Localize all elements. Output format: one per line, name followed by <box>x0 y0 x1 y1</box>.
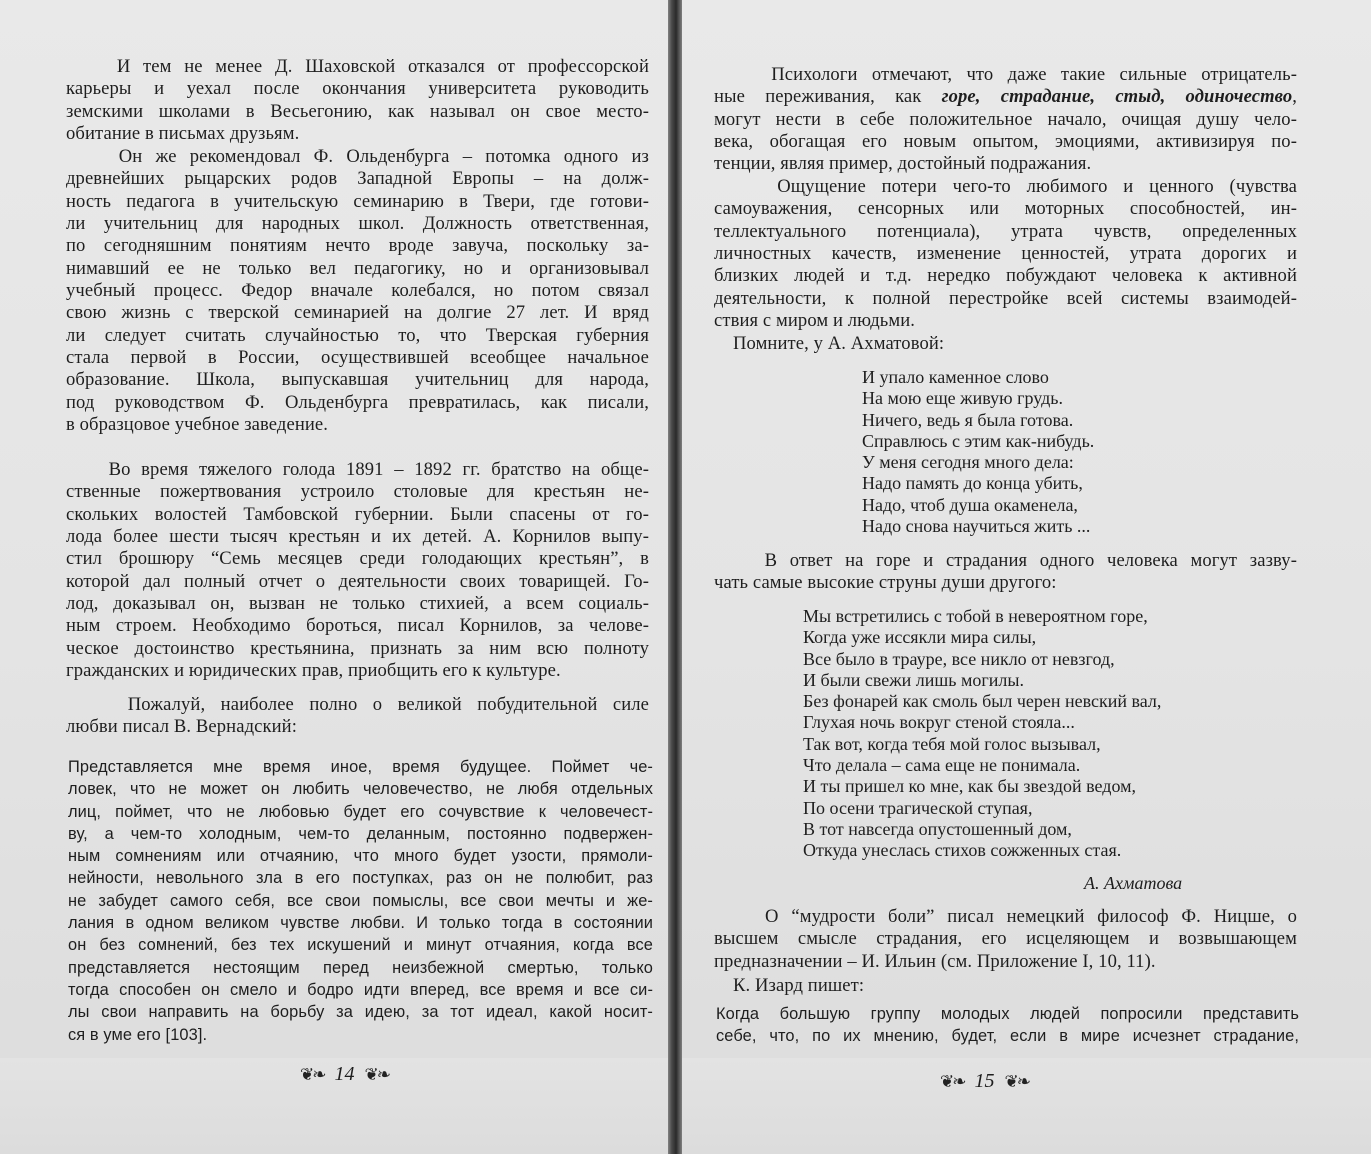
text-line: О “мудрости боли” писал немецкий философ Ф. Ницше, о <box>714 906 1297 927</box>
text-line: в образцовое учебное заведение. <box>66 414 329 436</box>
text-line: не забудет самого себя, все свои помыслы, все свои мечты и же- <box>68 891 653 910</box>
left-paragraph-2 <box>66 146 649 436</box>
text-line: тенции, являя пример, достойный подражания. <box>714 153 1092 175</box>
text-line: Надо снова научиться жить ... <box>862 516 1091 537</box>
left-paragraph-3 <box>66 459 649 682</box>
text-line: ственные пожертвования устроило столовые для крестьян не- <box>66 481 649 503</box>
text-line: ные переживания, как горе, страдание, стыд, одиночество, <box>714 86 1297 108</box>
text-line: лода более шести тысяч крестьян и их детей. А. Корнилов выпу- <box>66 526 649 548</box>
text-line: карьеры и уехал после окончания университета руководить <box>66 78 649 100</box>
text-line: лод, доказывал он, вызван не только стихией, а всем социаль- <box>66 593 649 615</box>
text-line: деятельности, к полной перестройке всей системы взаимодей- <box>714 287 1297 309</box>
text-line: учебный процесс. Федор вначале колебался, но потом связал <box>66 280 649 302</box>
text-line: Помните, у А. Ахматовой: <box>714 333 945 354</box>
text-line: ность педагога в учительскую семинарию в Твери, где готови- <box>66 190 649 212</box>
right-paragraph-3 <box>714 333 1297 355</box>
text-line: Надо, чтоб душа окаменела, <box>862 494 1078 515</box>
text-line: ли учительниц для народных школ. Должность ответственная, <box>66 213 649 235</box>
text-line: И были свежи лишь могилы. <box>803 669 1024 690</box>
text-line: близких людей и т.д. нередко побуждают человека к активной <box>714 265 1297 287</box>
text-line: лы свои направить на борьбу за идею, за тот идеал, какой носит- <box>68 1003 653 1022</box>
text-line: Ощущение потери чего-то любимого и ценного (чувства <box>714 176 1297 197</box>
text-line: К. Изард пишет: <box>714 975 865 996</box>
text-line: ствия с миром и людьми. <box>714 310 916 332</box>
text-line: ным строем. Необходимо бороться, писал Корнилов, за челове- <box>66 615 649 637</box>
text-line: которой дал полный отчет о деятельности своих товарищей. Го- <box>66 570 649 592</box>
text-line: свою жизнь с тверской семинарией на долгие 27 лет. И вряд <box>66 302 649 324</box>
text-line: могут нести в себе положительное начало, очищая душу чело- <box>714 108 1297 130</box>
text-line: Справлюсь с этим как-нибудь. <box>862 430 1095 451</box>
left-paragraph-4 <box>66 694 649 739</box>
text-line: нимавший ее не только вел педагогику, но и организовывал <box>66 257 649 279</box>
text-line: Когда уже иссякли мира силы, <box>803 627 1037 648</box>
text-line: ным сомнениям или отчаянию, что много будет узости, прямоли- <box>68 847 653 866</box>
text-line: под руководством Ф. Ольденбурга превратилась, как писали, <box>66 391 649 413</box>
text-line: И ты пришел ко мне, как бы звездой ведом, <box>803 776 1136 797</box>
text-line: Откуда унеслась стихов сожженных стая. <box>803 840 1122 861</box>
text-line: он без сомнений, без тех искушений и минут отчаяния, когда все <box>68 936 653 955</box>
text-line: Все было в трауре, все никло от невзгод, <box>803 648 1115 669</box>
text-line: высшем смысле страдания, его исцеляющем и возвышающем <box>714 928 1297 950</box>
text-line: По осени трагической ступая, <box>803 797 1033 818</box>
text-fragment: ные переживания, как <box>714 86 942 108</box>
left-page <box>0 0 668 1154</box>
right-paragraph-2 <box>714 176 1297 332</box>
text-line: ся в уме его [103]. <box>68 1025 208 1044</box>
text-line: чать самые высокие струны души другого: <box>714 572 1057 594</box>
vernadsky-quote <box>68 756 653 1046</box>
right-paragraph-6 <box>714 975 1297 997</box>
text-line: себе, что, по их мнению, будет, если в мире исчезнет страдание, <box>716 1027 1299 1046</box>
left-folio <box>300 1063 389 1086</box>
text-line: личностных качеств, изменение ценностей, утрата дорогих и <box>714 243 1297 265</box>
text-line: лания в одном великом чувстве любви. И только тогда в состоянии <box>68 914 653 933</box>
page-number: 15 <box>974 1070 995 1092</box>
text-line: лиц, поймет, что не любовью будет его сочувствие к человечест- <box>68 802 653 821</box>
text-line: Ничего, ведь я была готова. <box>862 409 1074 430</box>
text-line: Представляется мне время иное, время будущее. Поймет че- <box>68 758 653 776</box>
page-number: 14 <box>334 1063 355 1085</box>
ornament-left-icon: ❦❧ <box>300 1064 325 1085</box>
izard-quote <box>716 1003 1299 1048</box>
text-line: древнейших рыцарских родов Западной Европы – на долж- <box>66 168 649 190</box>
text-line: скольких волостей Тамбовской губернии. Были спасены от го- <box>66 503 649 525</box>
text-line: по сегодняшним понятиям нечто вроде завуча, поскольку за- <box>66 235 649 257</box>
text-line: гражданских и юридических прав, приобщить его к культуре. <box>66 660 561 682</box>
emphasis-text: горе, страдание, стыд, одиночество <box>941 86 1293 108</box>
ornament-left-icon: ❦❧ <box>940 1071 965 1092</box>
text-line: ческое достоинство крестьянина, признать за ним всю полноту <box>66 637 649 659</box>
right-paragraph-1 <box>714 64 1297 176</box>
text-line: Надо память до конца убить, <box>862 473 1083 494</box>
right-folio <box>940 1070 1029 1093</box>
text-line: Психологи отмечают, что даже такие сильные отрицатель- <box>714 64 1297 85</box>
text-line: образование. Школа, выпускавшая учительниц для народа, <box>66 369 649 391</box>
text-line: нейности, невольного зла в его поступках, раз он не полюбит, раз <box>68 869 653 888</box>
text-line: стил брошюру “Семь месяцев среди голодающих крестьян”, в <box>66 548 649 570</box>
text-line: земскими школами в Весьегонию, как называл он свое место- <box>66 100 649 122</box>
text-line: теллектуального потенциала), утрата чувств, определенных <box>714 220 1297 242</box>
text-line: Глухая ночь вокруг стеной стояла... <box>803 712 1075 733</box>
text-line: На мою еще живую грудь. <box>862 388 1063 409</box>
text-line: У меня сегодня много дела: <box>862 452 1074 473</box>
text-line: В тот навсегда опустошенный дом, <box>803 818 1072 839</box>
text-line: И упало каменное слово <box>862 367 1049 387</box>
text-line: Что делала – сама еще не понимала. <box>803 755 1081 776</box>
text-line: В ответ на горе и страдания одного человека могут зазву- <box>714 550 1297 571</box>
text-line: Когда большую группу молодых людей попросили представить <box>716 1005 1299 1023</box>
text-line: Мы встретились с тобой в невероятном горе, <box>803 606 1148 626</box>
akhmatova-poem-1 <box>862 367 1094 537</box>
text-line: самоуважения, сенсорных или моторных способностей, ин- <box>714 198 1297 220</box>
poem-author: А. Ахматова <box>1084 873 1183 893</box>
text-line: века, обогащая его новым опытом, эмоциями, активизируя по- <box>714 131 1297 153</box>
text-line: тогда способен он смело и бодро идти вперед, все время и все си- <box>68 980 653 999</box>
text-line: стала первой в России, осуществившей всеобщее начальное <box>66 347 649 369</box>
text-line: ли следует считать случайностью то, что Тверская губерния <box>66 324 649 346</box>
text-line: любви писал В. Вернадский: <box>66 716 297 738</box>
text-line: представляется нестоящим перед неизбежной смертью, только <box>68 958 653 977</box>
text-line: ву, а чем-то холодным, чем-то деланным, постоянно подвержен- <box>68 824 653 843</box>
text-line: Во время тяжелого голода 1891 – 1892 гг. братство на обще- <box>66 459 649 480</box>
text-line: Так вот, когда тебя мой голос вызывал, <box>803 733 1101 754</box>
right-paragraph-4 <box>714 550 1297 595</box>
right-page <box>682 0 1371 1154</box>
text-line: ловек, что не может он любить человечество, не любя отдельных <box>68 780 653 799</box>
text-line: И тем не менее Д. Шаховской отказался от профессорской <box>66 56 649 77</box>
text-line: Он же рекомендовал Ф. Ольденбурга – потомка одного из <box>66 146 649 167</box>
text-line: Пожалуй, наиболее полно о великой побудительной силе <box>66 694 649 715</box>
ornament-right-icon: ❦❧ <box>364 1064 389 1085</box>
text-line: обитание в письмах друзьям. <box>66 123 300 145</box>
text-line: предназначении – И. Ильин (см. Приложение I, 10, 11). <box>714 950 1156 972</box>
text-line: Без фонарей как смоль был черен невский вал, <box>803 691 1162 712</box>
ornament-right-icon: ❦❧ <box>1004 1071 1029 1092</box>
akhmatova-poem-2 <box>803 606 1161 862</box>
left-paragraph-1 <box>66 56 649 145</box>
right-paragraph-5 <box>714 906 1297 973</box>
